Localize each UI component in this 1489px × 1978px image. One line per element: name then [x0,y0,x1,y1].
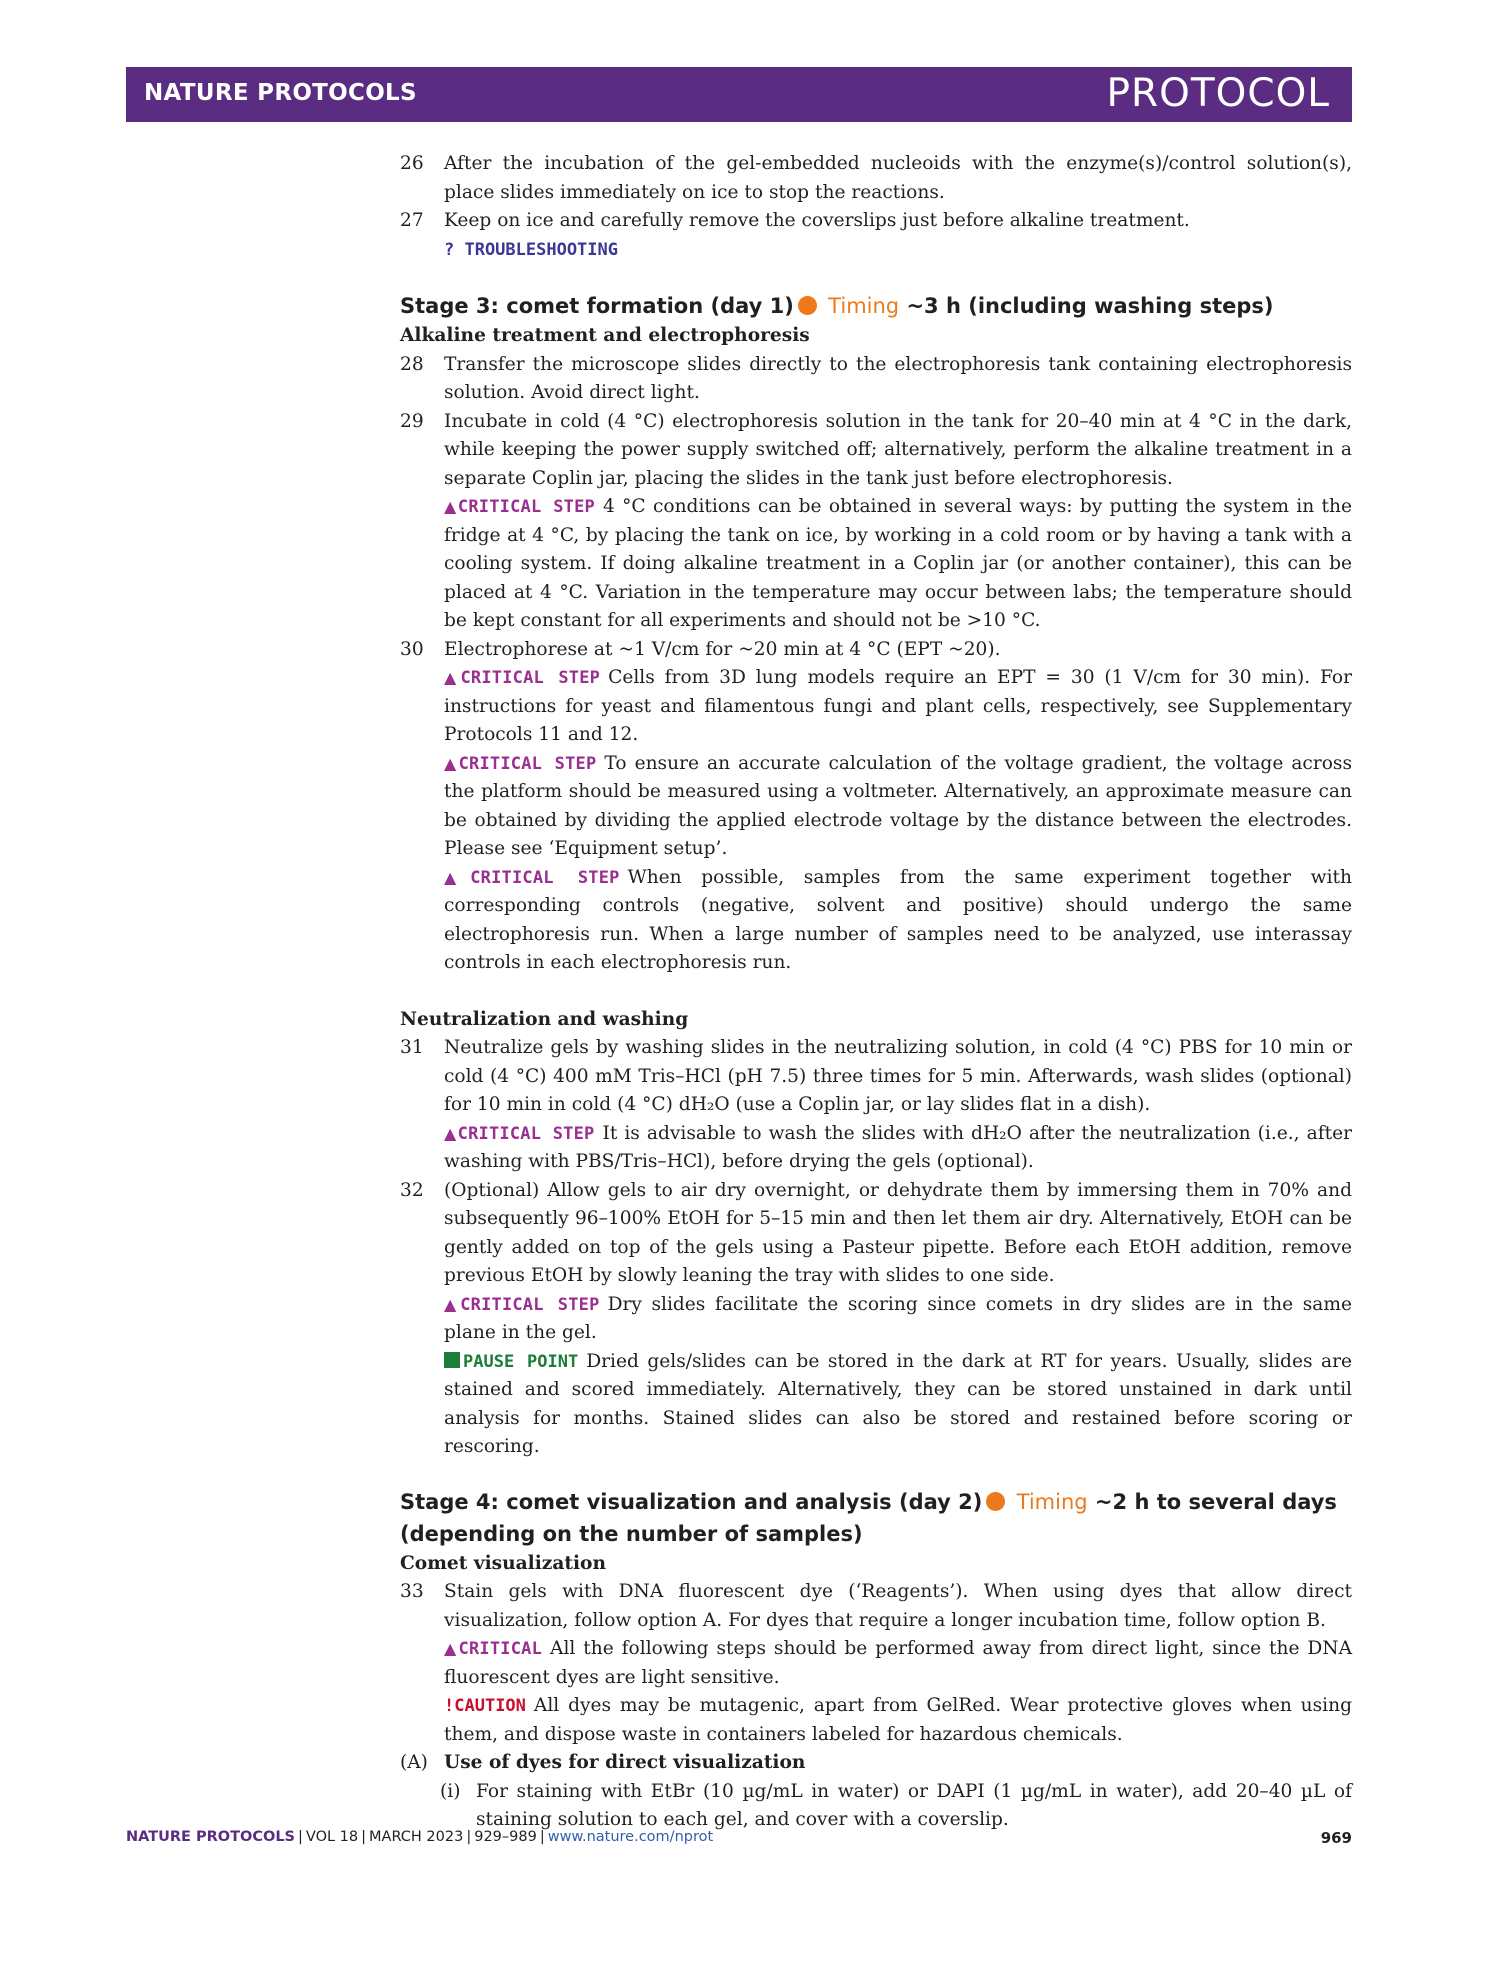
critical-step-note [444,664,1352,750]
option-title: Use of dyes for direct visualization [444,1752,806,1773]
triangle-icon: ▲ [444,1123,458,1143]
step-number: 27 [400,210,424,231]
step-number: 31 [400,1037,424,1058]
step-29 [400,408,1352,636]
timing-label: Timing [828,294,900,318]
critical-step-label: CRITICAL STEP [457,497,595,517]
step-number: 28 [400,353,424,375]
footer-separator: | [298,1829,303,1845]
troubleshooting-link[interactable]: ? TROUBLESHOOTING [444,239,618,260]
pause-point-label: PAUSE POINT [463,1351,579,1372]
critical-step-note [444,493,1352,636]
critical-step-note [444,1120,1352,1177]
triangle-icon: ▲ [444,753,459,773]
note-text: Dried gels/slides can be stored in the dark at RT for years. Usually, slides are stained and scored immediately. Alternatively, they can be stored unstained in dark until analysis for months. Stained slides can also be stored and restained before scoring or rescoring. [444,1350,1353,1457]
caution-label: CAUTION [454,1696,526,1716]
triangle-icon: ▲ [444,668,461,687]
stage-title-line2: (depending on the number of samples) [400,1521,863,1546]
step-text: Transfer the microscope slides directly to the electrophoresis tank containing electrophoresis solution. Avoid direct light. [444,353,1352,403]
critical-step-note [444,864,1352,978]
stage-title: Stage 4: comet visualization and analysis (day 2) [400,1489,983,1514]
step-number: 30 [400,638,424,660]
page-number: 969 [1320,1829,1352,1847]
caution-exclamation-icon: ! [444,1696,455,1716]
note-text: When possible, samples from the same experiment together with corresponding controls (negative, solvent and positive) should undergo the same electrophoresis run. When a large number of samples need to be analyzed, use interassay controls in each electrophoresis run. [444,866,1352,973]
critical-step-label: CRITICAL STEP [460,1294,600,1315]
footer-separator: | [361,1829,367,1845]
step-26 [400,150,1352,207]
note-text: To ensure an accurate calculation of the voltage gradient, the voltage across the platform should be measured using a voltmeter. Alternatively, an approximate measure can be obtained by dividing the applied electrode voltage by the distance between the electrodes. Please see ‘Equipment setup’. [444,752,1353,859]
critical-label: CRITICAL [458,1639,543,1659]
timing-dot-icon [798,296,817,315]
journal-name: NATURE PROTOCOLS [144,80,417,106]
step-text: Stain gels with DNA fluorescent dye (‘Reagents’). When using dyes that allow direct visualization, follow option A. For dyes that require a longer incubation time, follow option B. [444,1581,1352,1631]
substep-label: (i) [440,1780,461,1802]
step-text: Keep on ice and carefully remove the coverslips just before alkaline treatment. [444,210,1190,231]
triangle-icon: ▲ [444,867,471,887]
step-32 [400,1177,1352,1462]
substep-text: For staining with EtBr (10 µg/mL in water) or DAPI (1 µg/mL in water), add 20–40 µL of staining solution to each gel, and cover with a coverslip. [476,1780,1352,1830]
triangle-icon: ▲ [444,1639,459,1658]
subheading-comet-visualization: Comet visualization [400,1552,606,1574]
step-text: Incubate in cold (4 °C) electrophoresis solution in the tank for 20–40 min at 4 °C in the dark, while keeping the power supply switched off; alternatively, perform the alkaline treatment in a separate Coplin jar, placing the slides in the tank just before electrophoresis. [444,410,1352,489]
critical-step-label: CRITICAL STEP [457,1123,595,1144]
stage-4-heading [400,1486,1352,1550]
footer-date: MARCH 2023 [369,1829,464,1845]
footer-volume: VOL 18 [305,1829,359,1845]
step-number: 26 [400,153,424,174]
option-label: (A) [400,1752,428,1773]
note-text: Cells from 3D lung models require an EPT = 30 (1 V/cm for 30 min). For instructions for yeast and filamentous fungi and plant cells, respectively, see Supplementary Protocols 11 and 12. [444,667,1352,745]
triangle-icon: ▲ [444,497,458,516]
note-text: 4 °C conditions can be obtained in several ways: by putting the system in the fridge at 4 °C, by placing the tank on ice, by working in a cold room or by having a tank with a cooling system. If doing alkaline treatment in a Coplin jar (or another container), this can be placed at 4 °C. Variation in the temperature may occur between labs; the temperature should be kept constant for all experiments and should not be >10 °C. [444,496,1352,631]
step-number: 33 [400,1581,424,1602]
step-31 [400,1034,1352,1177]
footer-separator: | [466,1829,472,1845]
timing-dot-icon [986,1492,1005,1511]
stage-3-heading [400,290,1352,322]
journal-header-bar [126,67,1352,122]
footer-journal: NATURE PROTOCOLS [126,1829,296,1845]
critical-step-label: CRITICAL STEP [458,753,597,774]
step-number: 29 [400,410,424,432]
critical-step-note [444,750,1352,864]
footer-separator: | [539,1829,545,1845]
timing-value: ~3 h (including washing steps) [906,294,1274,318]
subheading-alkaline: Alkaline treatment and electrophoresis [400,325,810,346]
critical-step-label: CRITICAL STEP [470,867,620,888]
subheading-neutralization: Neutralization and washing [400,1008,689,1030]
critical-step-label: CRITICAL STEP [460,668,601,688]
critical-step-note [444,1291,1352,1348]
critical-note [444,1635,1352,1692]
step-text: Neutralize gels by washing slides in the neutralizing solution, in cold (4 °C) PBS for 10 min or cold (4 °C) 400 mM Tris–HCl (pH 7.5) three times for 5 min. Afterwards, wash slides (optional) for 10 min in cold (4 °C) dH₂O (use a Coplin jar, or lay slides flat in a dish). [444,1037,1352,1115]
timing-value: ~2 h to several days [1094,1489,1337,1514]
step-number: 32 [400,1179,424,1201]
step-33 [400,1578,1352,1749]
pause-point-note [444,1348,1352,1462]
timing-label: Timing [1016,1489,1088,1514]
footer-pages: 929–989 [474,1829,537,1845]
option-a [400,1749,1352,1778]
stage-title: Stage 3: comet formation (day 1) [400,294,794,318]
step-text: Electrophorese at ~1 V/cm for ~20 min at 4 °C (EPT ~20). [444,638,1001,660]
main-content [400,150,1352,1835]
step-28 [400,351,1352,408]
note-text: Dry slides facilitate the scoring since comets in dry slides are in the same plane in the gel. [444,1293,1352,1343]
pause-square-icon [444,1352,460,1368]
note-text: All the following steps should be performed away from direct light, since the DNA fluorescent dyes are light sensitive. [444,1638,1352,1688]
step-text: (Optional) Allow gels to air dry overnight, or dehydrate them by immersing them in 70% and subsequently 96–100% EtOH for 5–15 min and then let them air dry. Alternatively, EtOH can be gently added on top of the gels using a Pasteur pipette. Before each EtOH addition, remove previous EtOH by slowly leaning the tray with slides to one side. [444,1179,1352,1286]
step-27 [400,207,1352,264]
step-30 [400,636,1352,978]
note-text: All dyes may be mutagenic, apart from GelRed. Wear protective gloves when using them, and dispose waste in containers labeled for hazardous chemicals. [444,1695,1352,1745]
footer-url-link[interactable]: www.nature.com/nprot [547,1829,714,1845]
step-text: After the incubation of the gel-embedded nucleoids with the enzyme(s)/control solution(s), place slides immediately on ice to stop the reactions. [444,153,1352,203]
option-a-substep-i [400,1778,1352,1835]
triangle-icon: ▲ [444,1294,461,1314]
note-text: It is advisable to wash the slides with dH₂O after the neutralization (i.e., after washing with PBS/Tris–HCl), before drying the gels (optional). [444,1122,1352,1172]
page-footer [126,1829,1352,1845]
article-type: PROTOCOL [1106,71,1330,116]
caution-note [444,1692,1352,1749]
